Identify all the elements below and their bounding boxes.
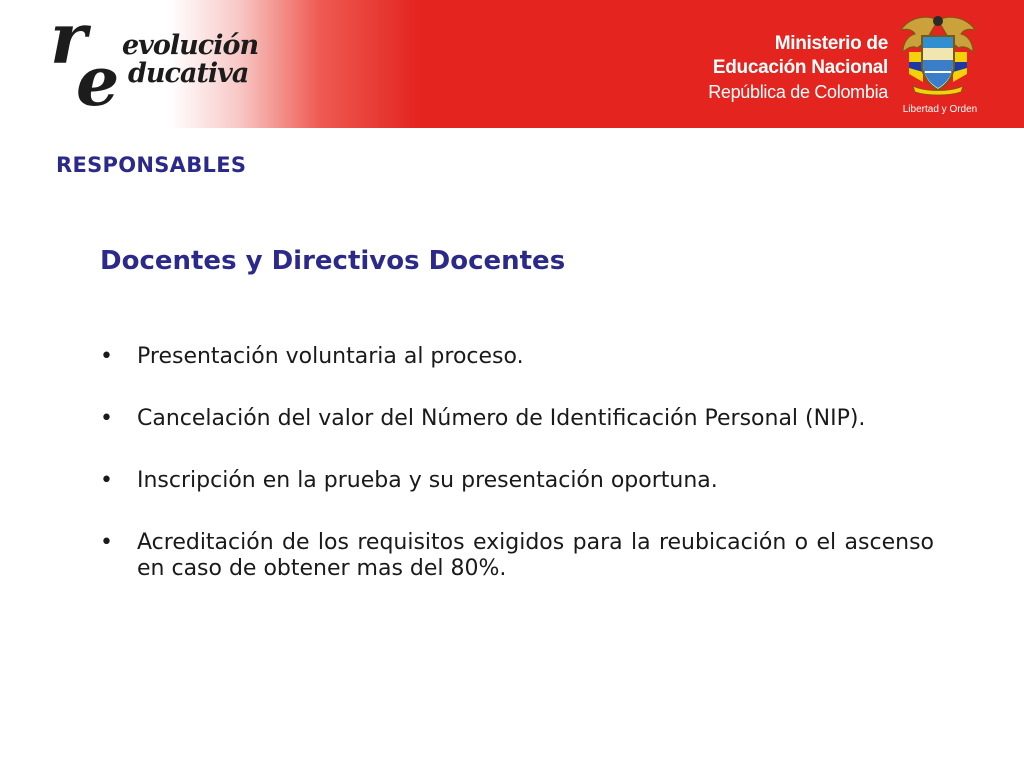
list-item	[100, 344, 934, 370]
list-item-text: Inscripción en la prueba y su presentación oportuna.	[137, 468, 718, 493]
list-item	[100, 406, 934, 432]
ministry-title	[708, 32, 888, 104]
colombia-coat-of-arms-icon	[895, 12, 981, 98]
logo-e-letter: e	[76, 42, 120, 122]
logo-word-educativa: ducativa	[128, 58, 249, 89]
slide-subheading: Docentes y Directivos Docentes	[100, 246, 566, 276]
bullet-marker: •	[100, 406, 113, 431]
logo-word-revolucion: evolución	[122, 30, 259, 61]
bullet-marker: •	[100, 468, 113, 493]
ministry-line-3: República de Colombia	[708, 82, 888, 102]
revolucion-educativa-logo	[50, 0, 270, 122]
responsibilities-list	[100, 344, 934, 582]
list-item	[100, 468, 934, 494]
bullet-marker: •	[100, 344, 113, 369]
list-item-text: Presentación voluntaria al proceso.	[137, 344, 524, 369]
slide-section-heading: RESPONSABLES	[56, 153, 247, 177]
ministry-motto: Libertad y Orden	[902, 104, 978, 115]
list-item-text: Cancelación del valor del Número de Identificación Personal (NIP).	[137, 406, 866, 431]
ministry-line-2: Educación Nacional	[712, 57, 888, 78]
ministry-line-1: Ministerio de	[774, 33, 888, 54]
list-item-text: Acreditación de los requisitos exigidos para la reubicación o el ascenso en caso de obtener mas del 80%.	[137, 530, 934, 581]
list-item	[100, 530, 934, 582]
bullet-marker: •	[100, 530, 113, 555]
logo-r-letter: r	[50, 0, 87, 80]
